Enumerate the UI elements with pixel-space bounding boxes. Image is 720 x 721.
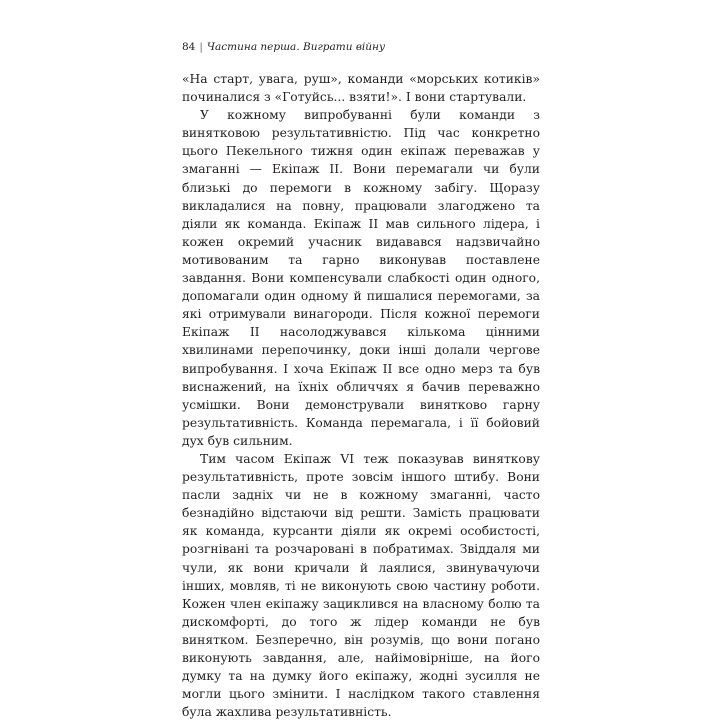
- paragraph-1: «На старт, увага, руш», команди «морських котиків» починалися з «Готуйсь... взяти!». І вони стартували.: [182, 72, 540, 105]
- paragraph-2: У кожному випробуванні були команди з винятковою результативністю. Під час конкретно цього Пекельного тижня один екіпаж переважав у змаганні — Екіпаж ІІ. Вони перемагали чи були близькі до перемоги в кожному забігу. Щоразу викладалися на повну, працювали злагоджено та діяли як команда. Екіпаж ІІ мав сильного лідера, і кожен окремий учасник видавався надзвичайно мотивованим та гарно виконував поставлене завдання. Вони компенсували слабкості один одного, допомагали один одному й пишалися перемогами, за які отримували винагороди. Після кожної перемоги Екіпаж ІІ насолоджувався кількома цінними хвилинами перепочинку, доки інші долали чергове випробування. І хоча Екіпаж ІІ все одно мерз та був виснажений, на їхніх обличчях я бачив переважно усмішки. Вони демонстрували винятково гарну результативність. Команда перемагала, і її бойовий дух був сильним.: [182, 108, 540, 448]
- header-separator: |: [199, 41, 203, 53]
- book-page: [182, 40, 540, 720]
- section-title: Частина перша. Виграти війну: [206, 41, 386, 53]
- body-text: [182, 70, 540, 721]
- paragraph-3: Тим часом Екіпаж VI теж показував виняткову результативність, проте зовсім іншого штибу. Вони пасли задніх чи не в кожному змаганні, часто безнадійно відстаючи від решти. Замість працювати як команда, курсанти діяли як окремі особистості, розгнівані та розчаровані в побратимах. Звіддаля ми чули, як вони кричали й лаялися, звинувачуючи інших, мовляв, ті не виконують свою частину роботи. Кожен член екіпажу зациклився на власному болю та дискомфорті, до того ж лідер команди не був винятком. Безперечно, він розумів, що вони погано виконують завдання, але, найімовірніше, на його думку та на думку його екіпажу, жодні зусилля не могли цього змінити. І наслідком такого ставлення була жахлива результативність.: [182, 451, 540, 720]
- running-header: [182, 40, 540, 54]
- page-number: 84: [182, 41, 196, 53]
